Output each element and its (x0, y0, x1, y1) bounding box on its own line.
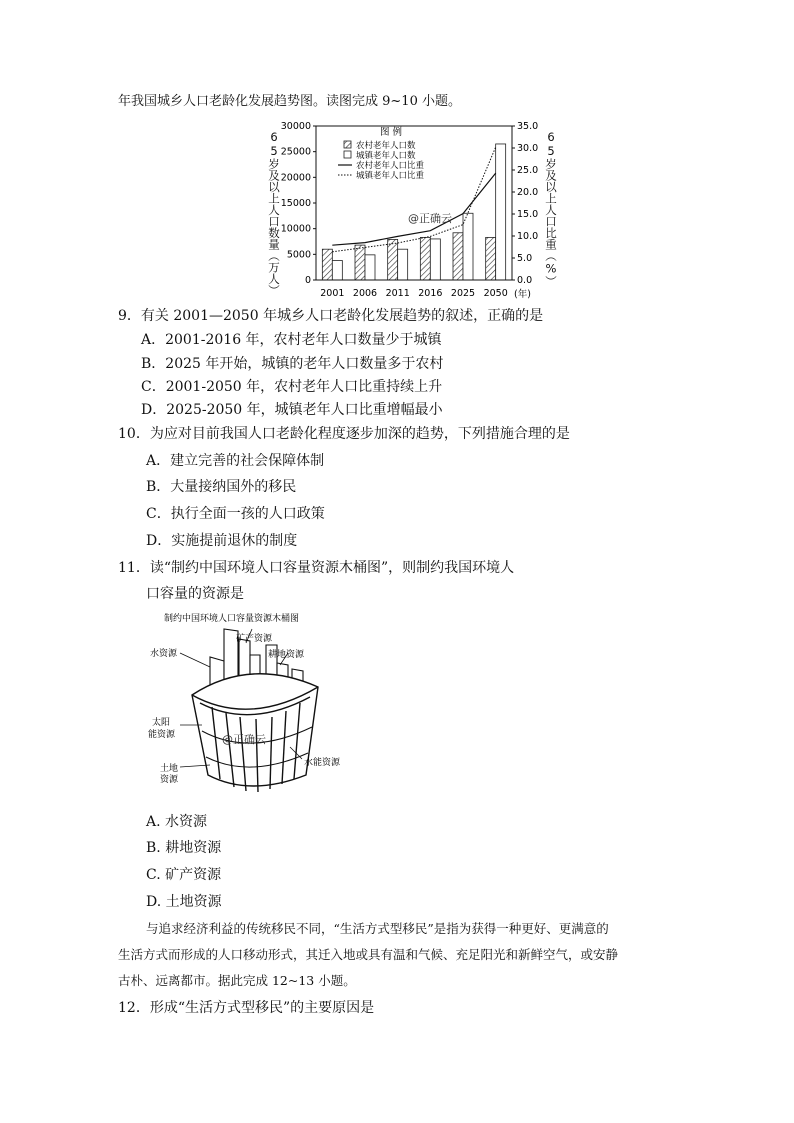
legend-rural-ratio: 农村老年人口比重 (356, 161, 425, 171)
q12-stem: 12．形成“生活方式型移民”的主要原因是 (118, 1000, 375, 1016)
right-tick-label: 35.0 (517, 121, 539, 132)
intro-line: 年我国城乡人口老龄化发展趋势图。读图完成 9~10 小题。 (118, 94, 461, 109)
q11-option-b[interactable]: B. 耕地资源 (146, 840, 222, 856)
bar-rural-count (322, 249, 332, 280)
x-tick-label: 2016 (418, 288, 443, 299)
q9-option-b[interactable]: B．2025 年开始，城镇的老年人口数量多于农村 (141, 356, 444, 372)
passage-line1: 与追求经济利益的传统移民不同，“生活方式型移民”是指为获得一种更好、更满意的 (146, 921, 609, 936)
legend-urban-count: 城镇老年人口数 (356, 151, 416, 161)
label-land-2: 资源 (160, 775, 179, 785)
passage-line3: 古朴、远离都市。据此完成 12~13 小题。 (118, 973, 356, 988)
q10-option-a[interactable]: A．建立完善的社会保障体制 (146, 453, 325, 469)
x-tick-label: 2011 (385, 288, 410, 299)
legend-urban-ratio: 城镇老年人口比重 (356, 171, 425, 181)
q10-option-d[interactable]: D．实施提前退休的制度 (146, 533, 298, 549)
right-tick-label: 20.0 (517, 187, 539, 198)
left-tick-label: 20000 (280, 172, 311, 184)
left-tick-label: 10000 (280, 223, 311, 235)
barrel-watermark: @正确云 (222, 733, 266, 746)
x-tick-label: 2006 (352, 288, 378, 299)
bar-urban-count (496, 144, 506, 280)
x-tick-label: 2001 (320, 288, 345, 299)
q11-option-c[interactable]: C. 矿产资源 (146, 867, 222, 883)
aging-trend-chart (262, 118, 552, 304)
bar-urban-count (430, 239, 440, 280)
resource-barrel-figure (140, 607, 380, 807)
label-mineral: 矿产资源 (236, 634, 273, 644)
q11-stem-line1: 11．读“制约中国环境人口容量资源木桶图”，则制约我国环境人 (118, 560, 515, 576)
right-tick-label: 15.0 (517, 209, 539, 220)
bar-rural-count (486, 237, 496, 280)
bar-urban-count (463, 213, 473, 280)
chart-legend (338, 126, 425, 181)
q11-option-d[interactable]: D. 土地资源 (146, 894, 222, 910)
left-tick-label: 0 (304, 275, 311, 286)
right-tick-label: 25.0 (517, 165, 539, 176)
right-tick-label: 5.0 (517, 253, 533, 264)
x-tick-label: 2025 (450, 288, 476, 299)
label-land-1: 土地 (160, 764, 179, 774)
left-tick-label: 5000 (286, 249, 311, 261)
x-tick-label: 2050 (483, 288, 508, 299)
right-tick-label: 10.0 (517, 231, 539, 242)
q10-option-b[interactable]: B．大量接纳国外的移民 (146, 479, 297, 495)
right-tick-label: 30.0 (517, 143, 539, 154)
q9-stem: 9．有关 2001—2050 年城乡人口老龄化发展趋势的叙述，正确的是 (118, 308, 544, 324)
legend-title: 图 例 (380, 127, 403, 138)
label-farmland: 耕地资源 (268, 650, 305, 660)
bar-rural-count (420, 237, 430, 280)
q9-option-d[interactable]: D．2025-2050 年，城镇老年人口比重增幅最小 (141, 402, 443, 418)
q9-option-a[interactable]: A．2001-2016 年，农村老年人口数量少于城镇 (141, 332, 442, 348)
barrel-title: 制约中国环境人口容量资源木桶图 (164, 614, 300, 624)
q9-option-c[interactable]: C．2001-2050 年，农村老年人口比重持续上升 (141, 379, 443, 395)
bar-urban-count (332, 260, 342, 280)
label-hydro: 水能资源 (304, 758, 341, 768)
q10-option-c[interactable]: C．执行全面一孩的人口政策 (146, 506, 325, 522)
left-tick-label: 25000 (280, 146, 311, 158)
bar-urban-count (365, 255, 375, 280)
bar-rural-count (388, 239, 398, 280)
left-tick-label: 15000 (280, 198, 311, 209)
legend-swatch-urban-count (344, 151, 351, 158)
bar-rural-count (453, 233, 463, 280)
right-tick-label: 0.0 (517, 275, 533, 286)
q11-stem-line2: 口容量的资源是 (146, 586, 244, 602)
chart-watermark: @正确云 (408, 212, 452, 225)
label-solar-2: 能资源 (148, 730, 176, 740)
legend-rural-count: 农村老年人口数 (356, 141, 416, 151)
q11-option-a[interactable]: A. 水资源 (146, 814, 208, 830)
label-solar-1: 太阳 (152, 718, 171, 728)
left-tick-label: 30000 (280, 121, 311, 132)
q10-stem: 10．为应对目前我国人口老龄化程度逐步加深的趋势，下列措施合理的是 (118, 426, 570, 442)
x-axis-unit: (年) (514, 289, 531, 300)
legend-swatch-rural-count (344, 141, 351, 148)
left-axis-label: 65岁及以上人口数量（万人） (267, 130, 281, 296)
label-water: 水资源 (150, 649, 178, 659)
passage-line2: 生活方式而形成的人口移动形式，其迁入地或具有温和气候、充足阳光和新鲜空气，或安静 (118, 947, 619, 962)
right-axis-label: 65岁及以上人口比重（%） (544, 130, 558, 287)
bar-urban-count (398, 249, 408, 280)
bar-rural-count (355, 245, 365, 280)
